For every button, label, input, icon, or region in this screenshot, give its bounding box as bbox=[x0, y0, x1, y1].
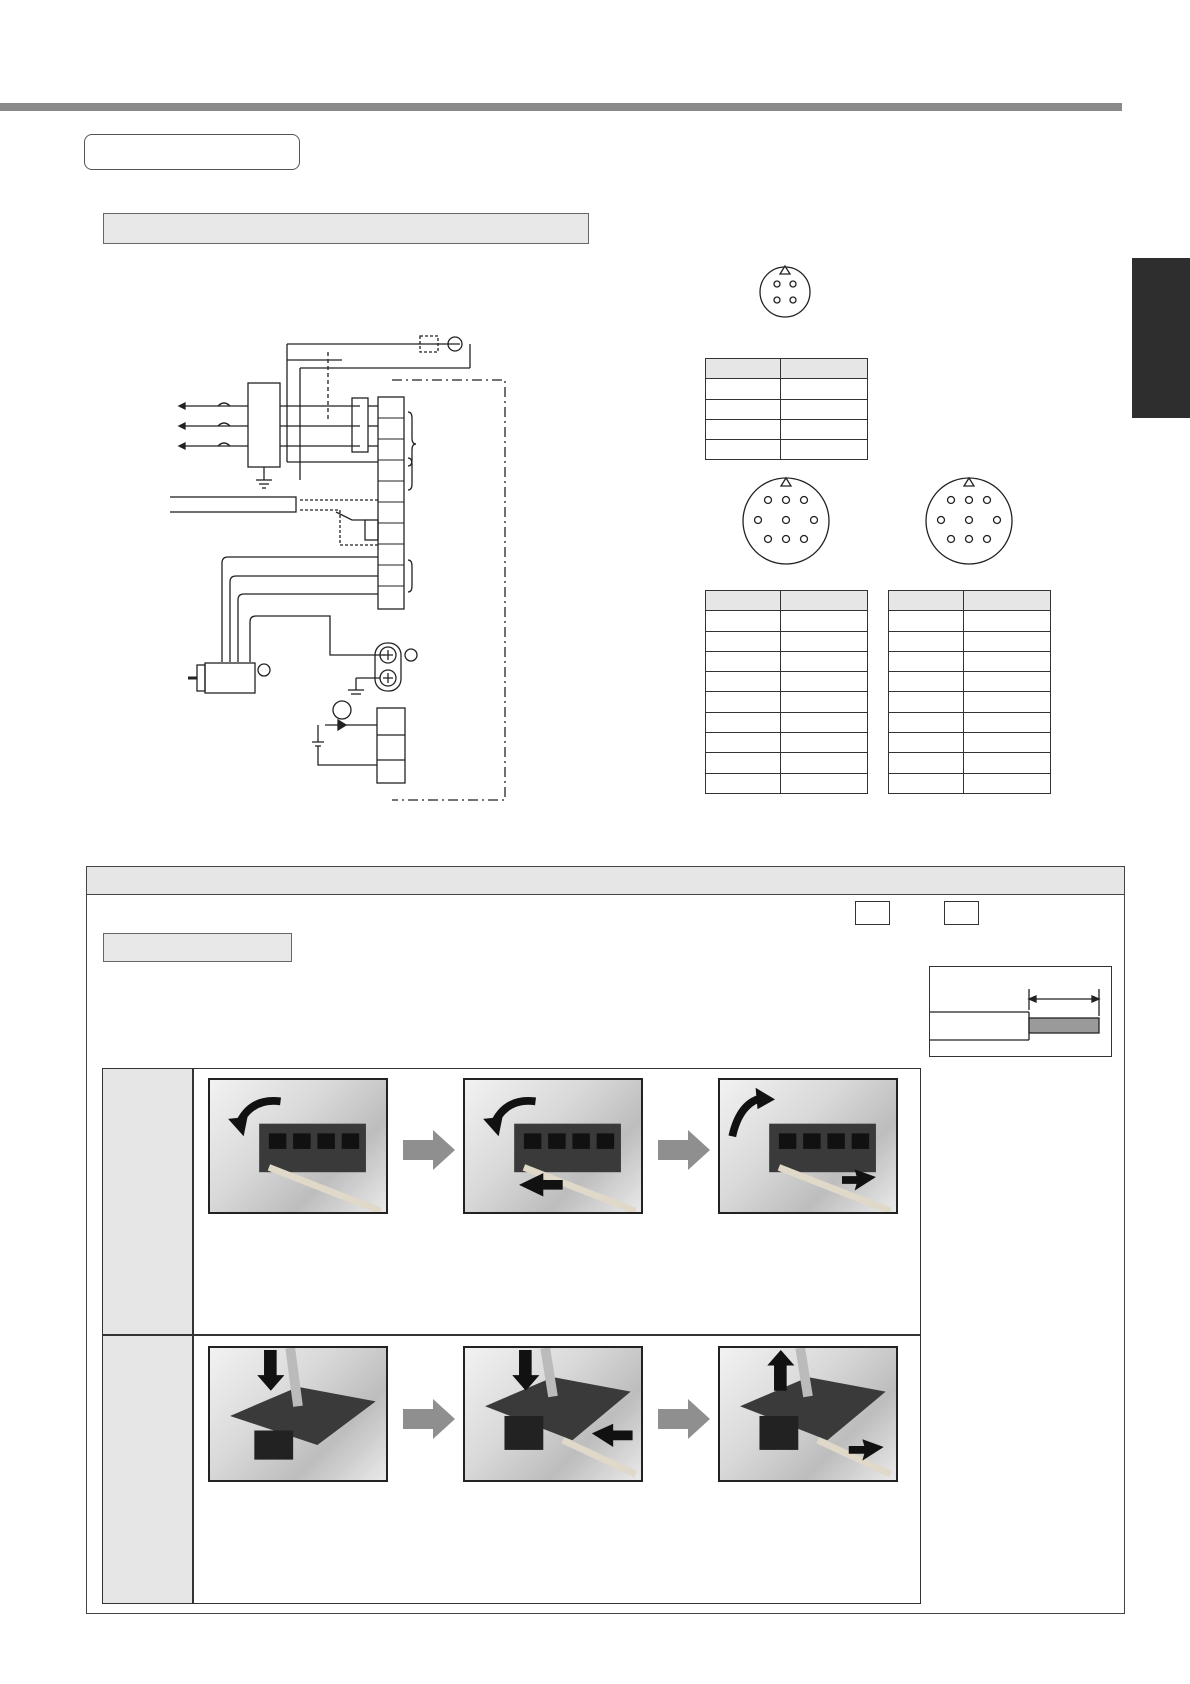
top-rule bbox=[0, 103, 1122, 111]
procedure-row-divider bbox=[102, 1334, 921, 1336]
power-pin-table bbox=[705, 358, 868, 460]
right-arrow-icon bbox=[403, 1399, 455, 1439]
subsection-heading-bar bbox=[103, 933, 292, 962]
reference-box-2 bbox=[944, 901, 979, 925]
page-title-pill bbox=[84, 134, 300, 170]
right-arrow-icon bbox=[403, 1130, 455, 1170]
encoder-connector-face-left bbox=[738, 473, 834, 569]
step-photo-1a bbox=[208, 1078, 388, 1214]
encoder-pin-table-left bbox=[705, 590, 868, 794]
ground-icon bbox=[258, 664, 270, 676]
breaker-block bbox=[248, 383, 280, 467]
push-arrow-icon bbox=[592, 1424, 633, 1447]
up-arrow-icon bbox=[767, 1350, 794, 1391]
terminal-block bbox=[378, 397, 404, 609]
step-photo-1c bbox=[718, 1078, 898, 1214]
wiring-diagram bbox=[170, 320, 520, 810]
right-arrow-icon bbox=[658, 1399, 710, 1439]
reference-box-1 bbox=[855, 901, 890, 925]
power-input-lines bbox=[179, 403, 248, 449]
strip-length-box bbox=[929, 966, 1112, 1057]
brake-connector bbox=[377, 708, 405, 783]
procedure-label-cell-1 bbox=[103, 1069, 193, 1334]
down-arrow-icon bbox=[512, 1350, 539, 1391]
encoder-cable-bar bbox=[170, 497, 296, 512]
servo-motor bbox=[205, 663, 255, 693]
step-photo-2a bbox=[208, 1346, 388, 1482]
chapter-tab bbox=[1132, 258, 1190, 418]
ground-icon bbox=[405, 649, 417, 661]
ground-icon bbox=[256, 480, 272, 488]
down-arrow-icon bbox=[257, 1350, 284, 1391]
encoder-connector-face-right bbox=[921, 473, 1017, 569]
right-arrow-icon bbox=[658, 1130, 710, 1170]
procedure-column-divider bbox=[192, 1069, 194, 1603]
section-heading-bar bbox=[103, 213, 589, 244]
procedure-label-cell-2 bbox=[103, 1336, 193, 1603]
encoder-pin-table-right bbox=[888, 590, 1051, 794]
step-photo-1b bbox=[463, 1078, 643, 1214]
pull-arrow-icon bbox=[842, 1169, 876, 1190]
step-photo-2b bbox=[463, 1346, 643, 1482]
panel-heading-bar bbox=[87, 867, 1124, 895]
step-photo-2c bbox=[718, 1346, 898, 1482]
power-connector-face bbox=[755, 262, 815, 322]
